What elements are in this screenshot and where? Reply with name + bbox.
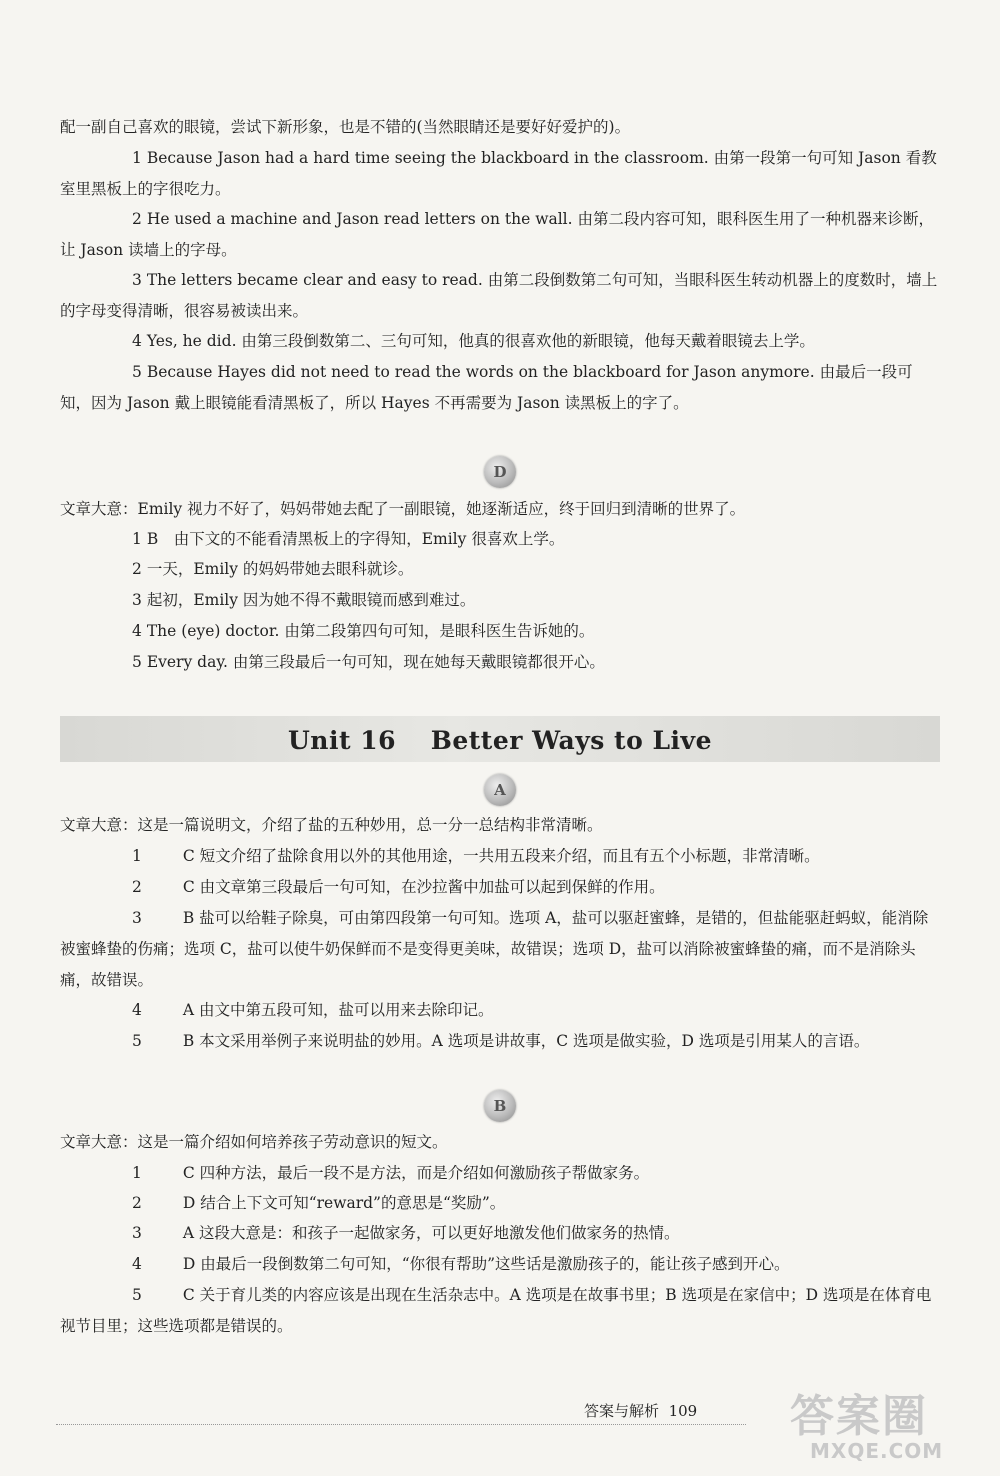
answer-text: 由最后一段倒数第二句可知，“你很有帮助”这些话是激励孩子的，能让孩子感到开心。 xyxy=(200,1255,790,1273)
answer-text: Yes, he did. 由第三段倒数第二、三句可知，他真的很喜欢他的新眼镜，他每天戴着眼镜去上学。 xyxy=(146,332,815,350)
answer-number: 3 xyxy=(132,909,142,927)
answer-item xyxy=(60,585,940,616)
answer-choice: B xyxy=(182,1032,195,1050)
answer-number: 5 xyxy=(132,1032,142,1050)
unit-banner xyxy=(60,716,940,762)
answer-item xyxy=(60,1280,940,1342)
answer-item xyxy=(60,524,940,555)
answer-choice: C xyxy=(182,878,195,896)
answer-item xyxy=(60,841,940,872)
answer-text: B 由下文的不能看清黑板上的字得知，Emily 很喜欢上学。 xyxy=(146,530,565,548)
answer-number: 4 xyxy=(132,622,142,640)
answer-number: 1 xyxy=(132,530,142,548)
answer-choice: B xyxy=(182,909,195,927)
answer-number: 1 xyxy=(132,847,142,865)
answer-item xyxy=(60,1026,940,1057)
answer-text: Every day. 由第三段最后一句可知，现在她每天戴眼镜都很开心。 xyxy=(146,653,605,671)
answer-text: 盐可以给鞋子除臭，可由第四段第一句可知。选项 A，盐可以驱赶蜜蜂，是错的，但盐能驱赶蚂蚁，能消除被蜜蜂蛰的伤痛；选项 C，盐可以使牛奶保鲜而不是变得更美味，故错误；选项 D，盐可以消除被蜜蜂蛰的痛，而不是消除头痛，故错误。 xyxy=(60,909,929,989)
answer-choice: C xyxy=(182,1286,195,1304)
page-footer xyxy=(584,1400,697,1421)
answer-text: 关于育儿类的内容应该是出现在生活杂志中。A 选项是在故事书里；B 选项是在家信中；D 选项是在体育电视节目里；这些选项都是错误的。 xyxy=(60,1286,932,1335)
answer-number: 3 xyxy=(132,591,142,609)
answer-choice: D xyxy=(182,1255,196,1273)
answer-choice: C xyxy=(182,1164,195,1182)
answer-number: 4 xyxy=(132,1255,142,1273)
footer-divider xyxy=(56,1424,746,1425)
answer-item xyxy=(60,1249,940,1280)
answer-number: 2 xyxy=(132,878,142,896)
site-watermark xyxy=(790,1391,990,1468)
answer-text: 一天，Emily 的妈妈带她去眼科就诊。 xyxy=(146,560,414,578)
answer-text: The (eye) doctor. 由第二段第四句可知，是眼科医生告诉她的。 xyxy=(146,622,595,640)
answer-number: 4 xyxy=(132,1001,142,1019)
section-summary: 文章大意：这是一篇介绍如何培养孩子劳动意识的短文。 xyxy=(60,1133,448,1151)
answer-text: Because Jason had a hard time seeing the blackboard in the classroom. 由第一段第一句可知 Jason 看教室里黑板上的字很吃力。 xyxy=(60,149,937,198)
answer-item xyxy=(60,204,940,266)
answer-number: 4 xyxy=(132,332,142,350)
answer-text: 由文中第五段可知，盐可以用来去除印记。 xyxy=(198,1001,494,1019)
answer-number: 3 xyxy=(132,271,142,289)
answer-item xyxy=(60,326,940,357)
section-mark-b: B xyxy=(484,1090,516,1122)
section-mark-d: D xyxy=(484,456,516,488)
answer-text: 短文介绍了盐除食用以外的其他用途，一共用五段来介绍，而且有五个小标题，非常清晰。 xyxy=(199,847,820,865)
answer-text: He used a machine and Jason read letters on the wall. 由第二段内容可知，眼科医生用了一种机器来诊断，让 Jason 读墙上的字母。 xyxy=(60,210,934,259)
answer-item xyxy=(60,872,940,903)
answer-item xyxy=(60,1218,940,1249)
intro-line: 配一副自己喜欢的眼镜，尝试下新形象，也是不错的(当然眼睛还是要好好爱护的)。 xyxy=(60,118,631,136)
answer-item xyxy=(60,903,940,996)
answer-text: 起初，Emily 因为她不得不戴眼镜而感到难过。 xyxy=(146,591,476,609)
section-summary: 文章大意：这是一篇说明文，介绍了盐的五种妙用，总一分一总结构非常清晰。 xyxy=(60,816,603,834)
answer-number: 3 xyxy=(132,1224,142,1242)
answer-item xyxy=(60,647,940,678)
answer-number: 1 xyxy=(132,1164,142,1182)
answer-number: 5 xyxy=(132,653,142,671)
answer-item xyxy=(60,357,940,419)
answer-number: 2 xyxy=(132,560,142,578)
answer-number: 5 xyxy=(132,1286,142,1304)
answer-text: 结合上下文可知“reward”的意思是“奖励”。 xyxy=(200,1194,506,1212)
section-summary: 文章大意：Emily 视力不好了，妈妈带她去配了一副眼镜，她逐渐适应，终于回归到清晰的世界了。 xyxy=(60,500,746,518)
answer-choice: A xyxy=(182,1001,195,1019)
answer-number: 1 xyxy=(132,149,142,167)
answer-text: 这段大意是：和孩子一起做家务，可以更好地激发他们做家务的热情。 xyxy=(198,1224,680,1242)
watermark-url: MXQE.COM xyxy=(810,1439,944,1463)
answer-item xyxy=(60,143,940,205)
answer-item xyxy=(60,1158,940,1189)
section-mark-a: A xyxy=(484,774,516,806)
answer-text: The letters became clear and easy to read. 由第二段倒数第二句可知，当眼科医生转动机器上的度数时，墙上的字母变得清晰，很容易被读出来。 xyxy=(60,271,938,320)
answer-choice: C xyxy=(182,847,195,865)
answer-item xyxy=(60,265,940,327)
answer-number: 2 xyxy=(132,1194,142,1212)
answer-item xyxy=(60,1188,940,1219)
answer-item xyxy=(60,995,940,1026)
answer-text: Because Hayes did not need to read the words on the blackboard for Jason anymore. 由最后一段可知，因为 Jason 戴上眼镜能看清黑板了，所以 Hayes 不再需要为 Jason 读黑板上的字了。 xyxy=(60,363,913,412)
answer-text: 由文章第三段最后一句可知，在沙拉酱中加盐可以起到保鲜的作用。 xyxy=(199,878,665,896)
answer-number: 5 xyxy=(132,363,142,381)
answer-choice: D xyxy=(182,1194,196,1212)
answer-number: 2 xyxy=(132,210,142,228)
footer-section-label: 答案与解析 xyxy=(584,1402,660,1420)
answer-item xyxy=(60,554,940,585)
answer-item xyxy=(60,616,940,647)
unit-title: Unit 16 Better Ways to Live xyxy=(288,726,712,755)
answer-text: 本文采用举例子来说明盐的妙用。A 选项是讲故事，C 选项是做实验，D 选项是引用某人的言语。 xyxy=(199,1032,870,1050)
watermark-logo-text: 答案圈 xyxy=(790,1391,928,1442)
answer-choice: A xyxy=(182,1224,195,1242)
answer-text: 四种方法，最后一段不是方法，而是介绍如何激励孩子帮做家务。 xyxy=(199,1164,650,1182)
page-number: 109 xyxy=(668,1402,698,1420)
